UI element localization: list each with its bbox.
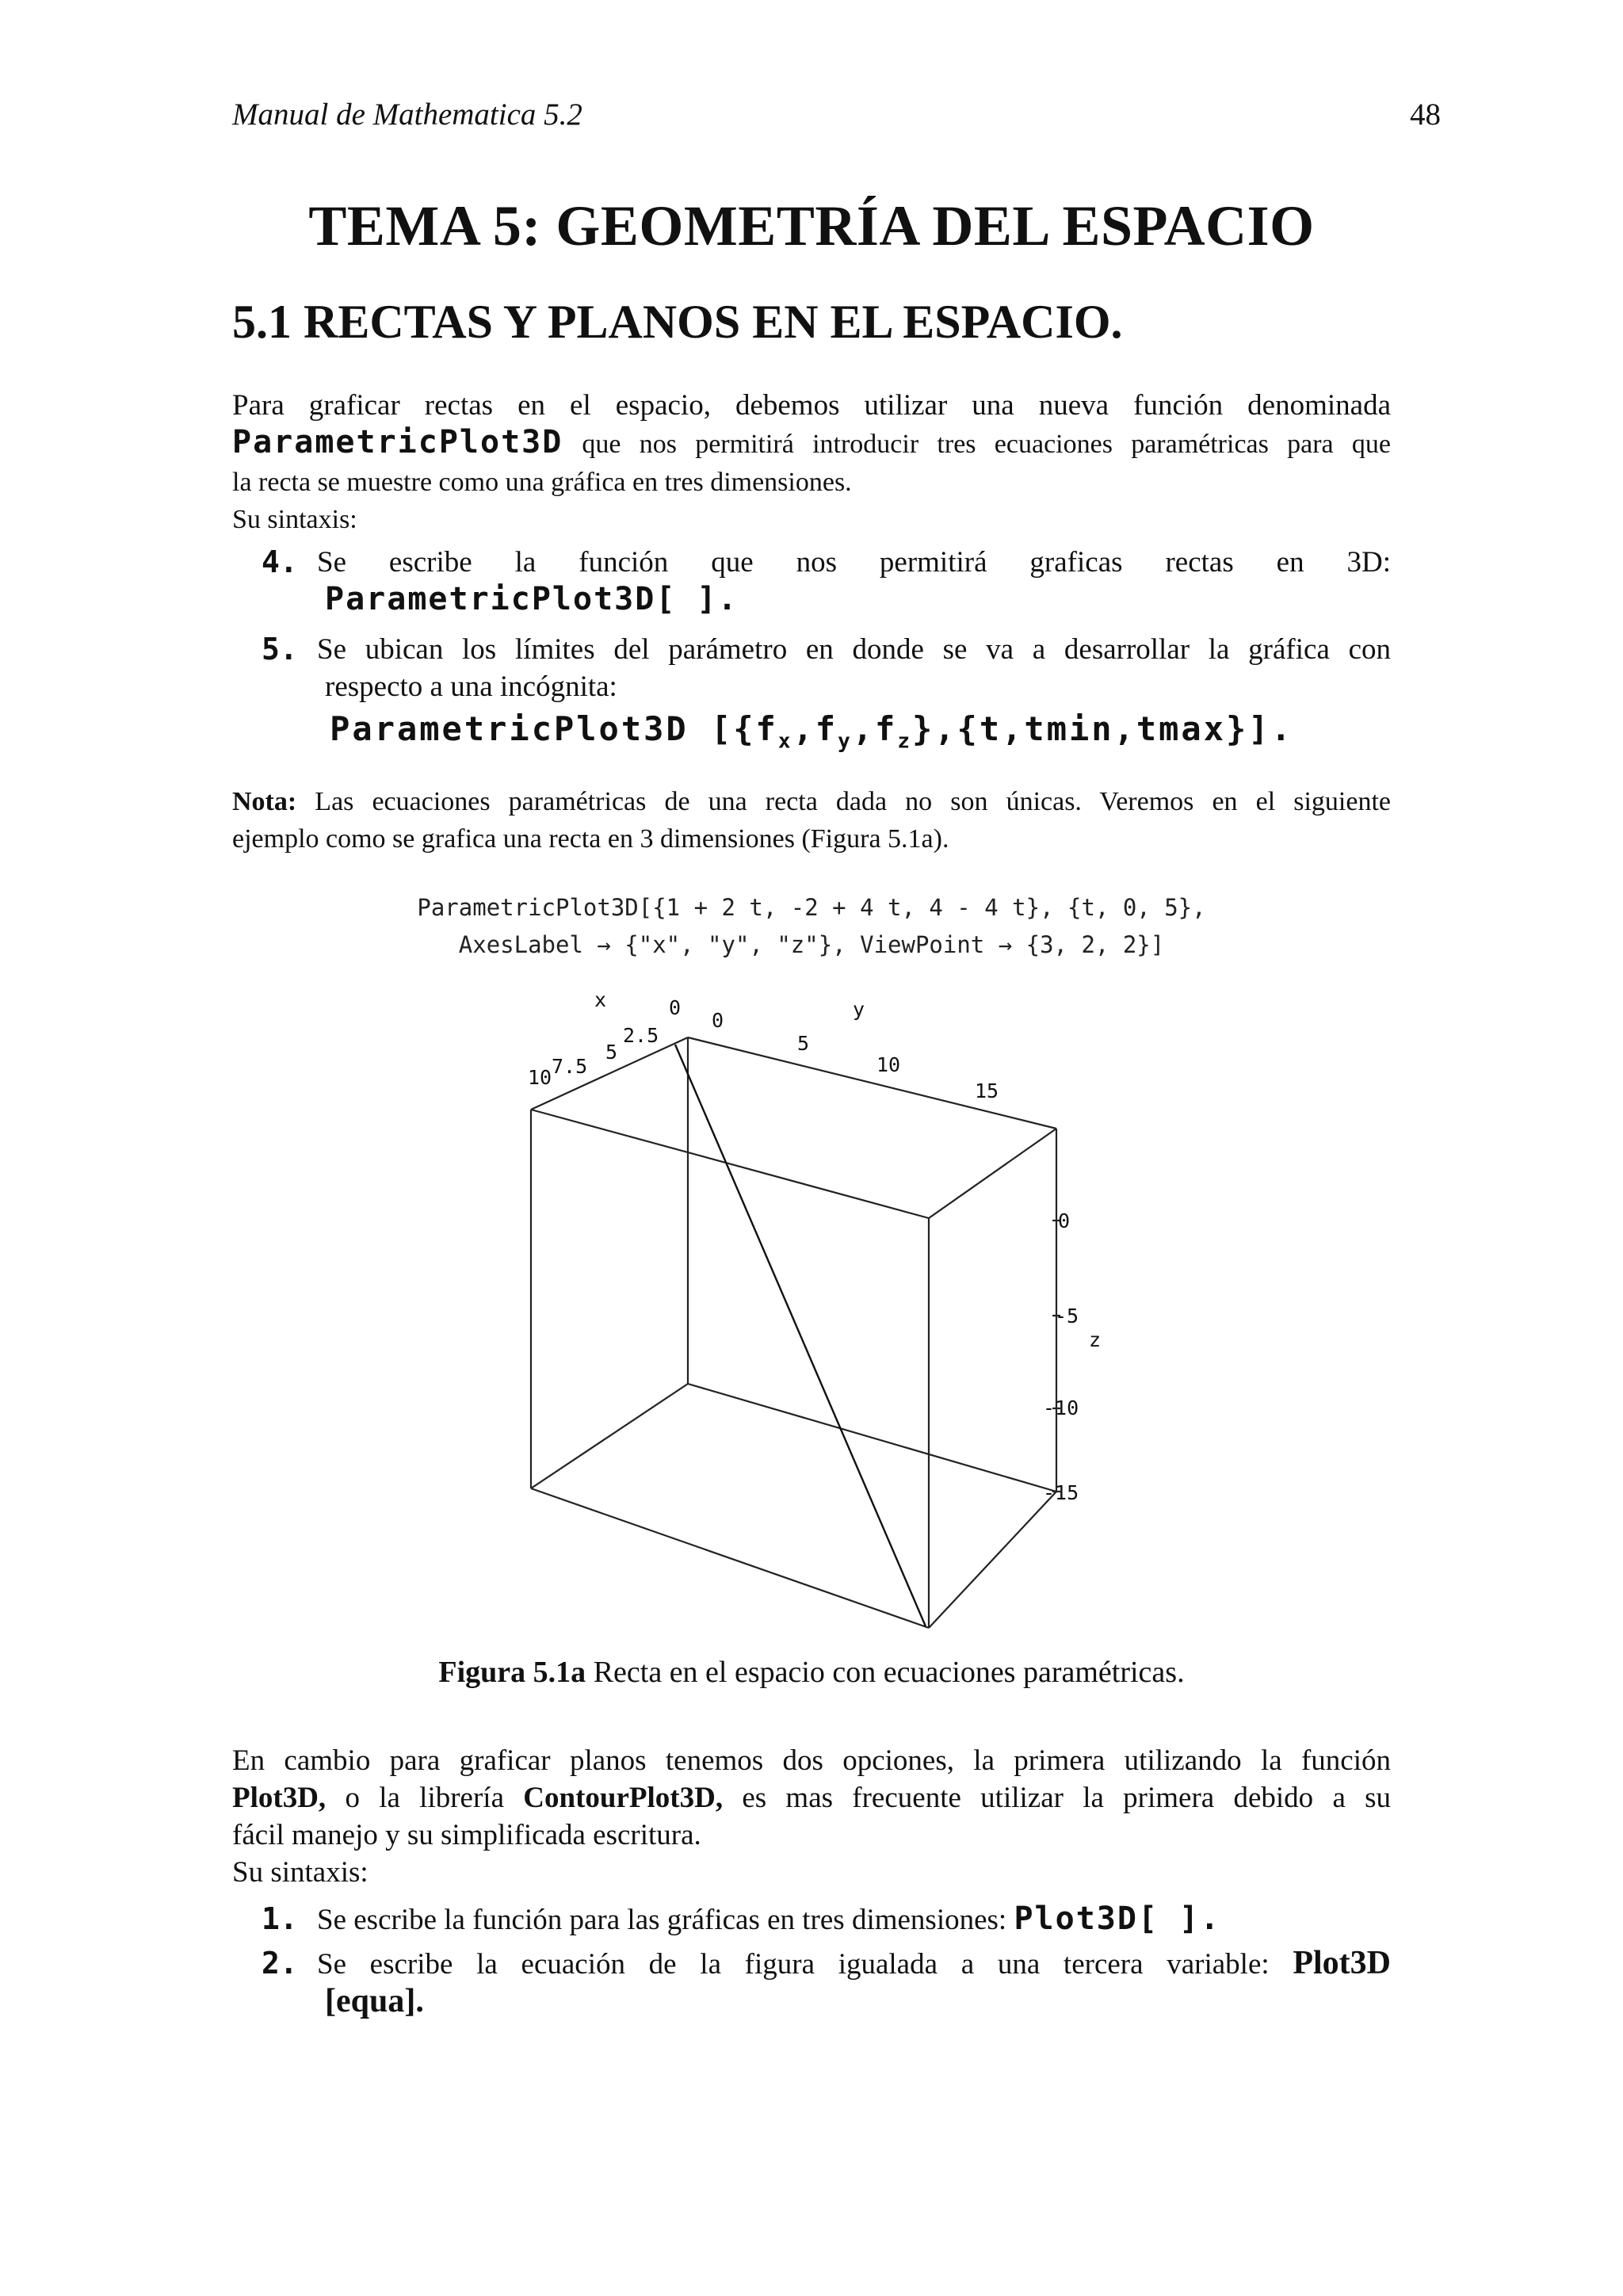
mathematica-input-line-2: AxesLabel → {"x", "y", "z"}, ViewPoint → {3, 2, 2}] xyxy=(458,931,1165,958)
list-item-step-2 xyxy=(262,1945,1391,2032)
box-edge xyxy=(929,1492,1056,1628)
running-header xyxy=(232,97,1441,136)
step-5-text-line-1: Se ubican los límites del parámetro en donde se va a desarrollar la gráfica con xyxy=(317,633,1391,666)
formula-sub-x: x xyxy=(777,729,793,754)
step-2-line-1 xyxy=(317,1945,1391,1983)
step-number: 5. xyxy=(262,632,298,667)
intro-line-1: Para graficar rectas en el espacio, debemos utilizar una nueva función denominada xyxy=(232,389,1391,422)
y-axis-label: y xyxy=(853,998,865,1021)
step-2-text: Se escribe la ecuación de la figura igualada a una tercera variable: xyxy=(317,1948,1270,1981)
step-1-code: Plot3D[ ]. xyxy=(1014,1901,1221,1937)
x-tick-label: 0 xyxy=(669,996,682,1019)
z-axis-label: z xyxy=(1089,1328,1102,1351)
planes-paragraph xyxy=(232,1742,1391,1891)
planes-line-2-rest: es mas frecuente utilizar la primera debido a su xyxy=(742,1782,1392,1814)
planes-line-3: fácil manejo y su simplificada escritura. xyxy=(232,1819,701,1851)
box-edge xyxy=(688,1384,1056,1492)
formula-sep-2: ,f xyxy=(852,709,898,748)
y-tick-label: 15 xyxy=(975,1079,999,1102)
syntax-label-2: Su sintaxis: xyxy=(232,1856,369,1889)
list-item-step-5 xyxy=(262,631,1391,710)
section-heading: 5.1 RECTAS Y PLANOS EN EL ESPACIO. xyxy=(232,296,1123,348)
z-tick-label: -10 xyxy=(1043,1396,1079,1419)
formula-prefix: ParametricPlot3D [{f xyxy=(330,709,778,748)
note-label: Nota: xyxy=(232,787,297,816)
mathematica-input-line-1: ParametricPlot3D[{1 + 2 t, -2 + 4 t, 4 - 4 t}, {t, 0, 5}, xyxy=(417,894,1206,921)
parametric-line xyxy=(675,1045,926,1626)
function-name-parametricplot3d: ParametricPlot3D xyxy=(232,424,563,460)
intro-line-2-rest: que nos permitirá introducir tres ecuaciones paramétricas para que xyxy=(582,430,1392,459)
formula-sub-y: y xyxy=(838,729,853,754)
intro-paragraph xyxy=(232,387,1391,538)
list-item-step-4 xyxy=(262,544,1391,631)
formula-sub-z: z xyxy=(897,729,912,754)
figure-caption xyxy=(232,1655,1391,1690)
planes-line-1: En cambio para graficar planos tenemos dos opciones, la primera utilizando la función xyxy=(232,1744,1391,1777)
y-tick-label: 0 xyxy=(712,1009,724,1032)
x-tick-label: 10 xyxy=(528,1066,552,1089)
x-tick-label: 7.5 xyxy=(552,1055,588,1078)
box-edge xyxy=(531,1488,929,1628)
box-edge xyxy=(688,1037,1056,1129)
x-axis-label: x xyxy=(594,988,607,1011)
note-line-2: ejemplo como se grafica una recta en 3 dimensiones (Figura 5.1a). xyxy=(232,824,949,854)
step-1-line xyxy=(317,1901,1391,1939)
step-number: 1. xyxy=(262,1901,298,1936)
formula-suffix: },{t,tmin,tmax}]. xyxy=(911,709,1293,748)
planes-line-2 xyxy=(232,1779,1391,1817)
list-item-step-1 xyxy=(262,1901,1391,1944)
note-line-1 xyxy=(232,783,1391,820)
z-tick-label: -5 xyxy=(1055,1305,1079,1328)
syntax-formula xyxy=(232,709,1391,753)
step-2-code: Plot3D xyxy=(1293,1945,1391,1981)
plot3d-function: Plot3D, xyxy=(232,1782,327,1814)
caption-text: Recta en el espacio con ecuaciones paramétricas. xyxy=(593,1656,1185,1689)
step-4-text: Se escribe la función que nos permitirá graficas rectas en 3D: xyxy=(317,546,1391,579)
step-2-code-continued: [equa]. xyxy=(325,1983,424,2019)
step-1-text: Se escribe la función para las gráficas en tres dimensiones: xyxy=(317,1904,1007,1936)
box-edge xyxy=(531,1110,929,1218)
step-number: 2. xyxy=(262,1946,298,1981)
note-paragraph xyxy=(232,783,1391,858)
step-number: 4. xyxy=(262,544,298,579)
manual-title: Manual de Mathematica 5.2 xyxy=(232,97,582,132)
intro-line-2 xyxy=(232,424,1391,464)
contourplot3d-function: ContourPlot3D, xyxy=(523,1782,724,1814)
step-4-code: ParametricPlot3D[ ]. xyxy=(325,581,739,617)
y-tick-label: 10 xyxy=(876,1053,901,1076)
syntax-label: Su sintaxis: xyxy=(232,505,357,534)
box-edge xyxy=(531,1384,688,1488)
chapter-title: TEMA 5: GEOMETRÍA DEL ESPACIO xyxy=(308,194,1315,258)
z-tick-label: 0 xyxy=(1058,1209,1071,1232)
note-line-1-text: Las ecuaciones paramétricas de una recta dada no son únicas. Veremos en el siguiente xyxy=(315,787,1392,816)
caption-label: Figura 5.1a xyxy=(438,1656,586,1689)
x-tick-label: 5 xyxy=(605,1041,618,1064)
planes-mid-text: o la librería xyxy=(345,1782,505,1814)
box-edge xyxy=(929,1129,1056,1218)
y-tick-label: 5 xyxy=(797,1032,810,1055)
parametric-line-3d-plot xyxy=(475,983,1157,1641)
figure-5-1a xyxy=(475,983,1157,1641)
formula-sep-1: ,f xyxy=(792,709,838,748)
z-tick-label: -15 xyxy=(1043,1481,1079,1504)
step-5-text-line-2: respecto a una incógnita: xyxy=(325,670,617,703)
intro-line-3: la recta se muestre como una gráfica en tres dimensiones. xyxy=(232,468,852,497)
page-number: 48 xyxy=(1410,97,1441,132)
x-tick-label: 2.5 xyxy=(623,1024,659,1047)
